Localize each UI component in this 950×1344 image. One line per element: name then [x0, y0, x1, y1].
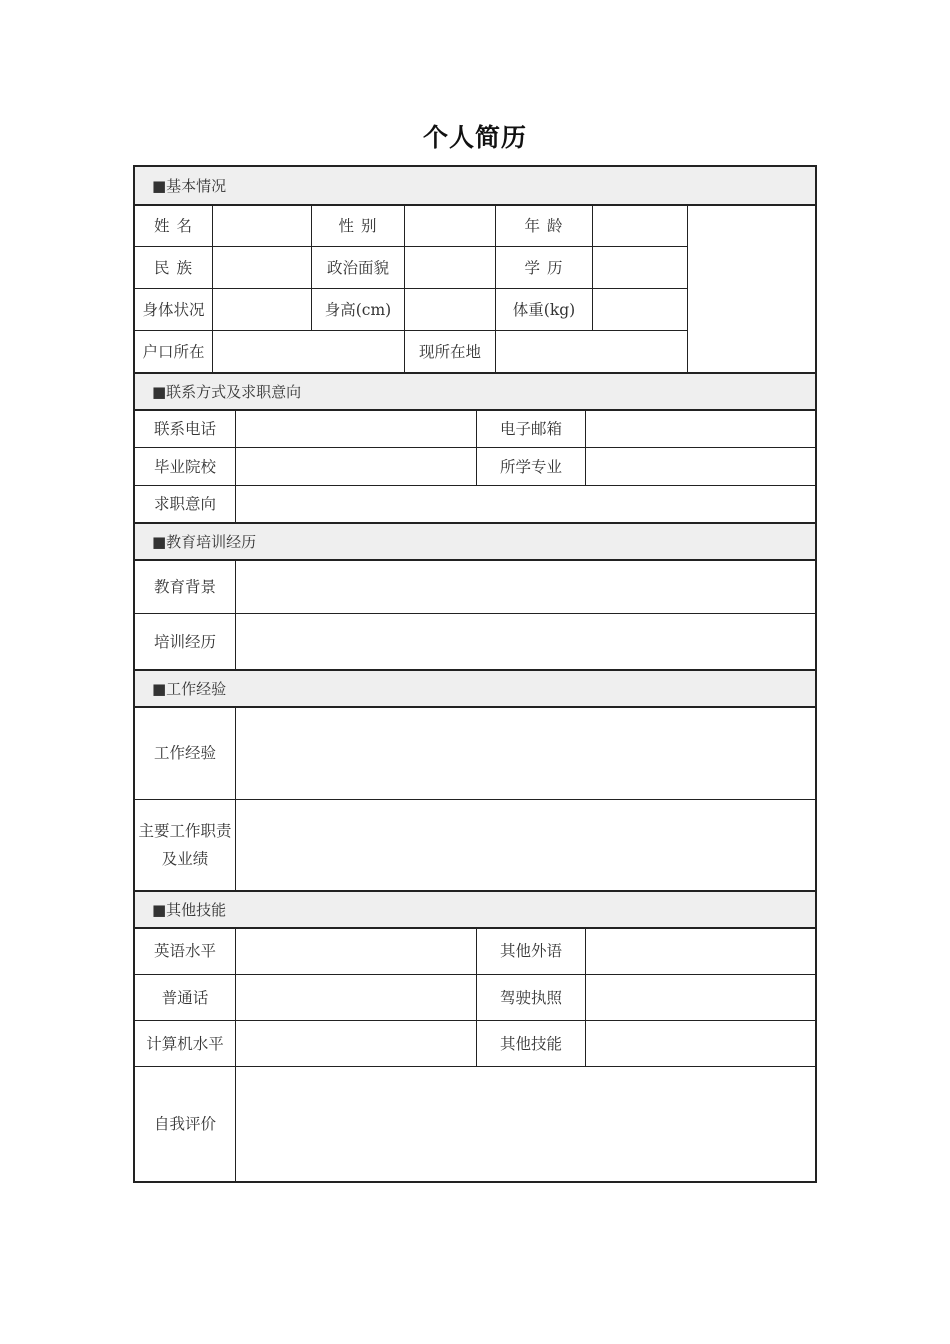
training-field[interactable] [236, 614, 815, 669]
section-contact: ■联系方式及求职意向 [135, 373, 815, 409]
label-work-experience: 工作经验 [153, 744, 216, 762]
label-household: 户口所在 [142, 342, 205, 361]
label-ethnicity: 民 族 [154, 258, 193, 277]
label-driving-license: 驾驶执照 [499, 988, 562, 1007]
gender-field[interactable] [405, 205, 495, 246]
label-job-intention: 求职意向 [153, 495, 216, 513]
label-email: 电子邮箱 [499, 419, 562, 438]
label-other-language: 其他外语 [499, 942, 562, 960]
age-field[interactable] [593, 205, 687, 246]
label-computer: 计算机水平 [146, 1034, 224, 1053]
photo-area[interactable] [688, 205, 815, 372]
label-mandarin: 普通话 [161, 988, 209, 1007]
label-height: 身高(cm) [324, 300, 392, 319]
label-name: 姓 名 [154, 216, 193, 235]
education-background-field[interactable] [236, 560, 815, 613]
work-experience-field[interactable] [236, 707, 815, 799]
section-skills: ■其他技能 [135, 891, 815, 927]
label-weight: 体重(kg) [512, 300, 576, 319]
section-basic-info: ■基本情况 [135, 167, 815, 204]
phone-field[interactable] [236, 410, 476, 447]
label-education-background: 教育背景 [153, 577, 216, 596]
label-political-status: 政治面貌 [326, 258, 389, 277]
name-field[interactable] [213, 205, 311, 246]
label-english: 英语水平 [153, 942, 216, 960]
label-health: 身体状况 [142, 300, 205, 319]
label-degree: 学 历 [524, 258, 564, 277]
section-education: ■教育培训经历 [135, 523, 815, 559]
duties-field[interactable] [236, 800, 815, 890]
label-age: 年 龄 [524, 216, 564, 235]
job-intention-field[interactable] [236, 486, 815, 522]
label-self-evaluation: 自我评价 [153, 1115, 216, 1133]
self-evaluation-field[interactable] [236, 1067, 815, 1181]
page-title: 个人简历 [422, 123, 527, 152]
label-major: 所学专业 [499, 457, 562, 476]
resume-form [133, 165, 817, 1183]
label-other-skills: 其他技能 [499, 1034, 562, 1053]
label-current-location: 现所在地 [418, 342, 481, 361]
label-training: 培训经历 [153, 632, 216, 651]
label-gender: 性 别 [338, 216, 378, 235]
label-school: 毕业院校 [153, 457, 216, 476]
email-field[interactable] [586, 410, 815, 447]
label-duties: 主要工作职责 及业绩 [138, 822, 232, 868]
section-work: ■工作经验 [135, 670, 815, 706]
label-phone: 联系电话 [153, 419, 216, 438]
